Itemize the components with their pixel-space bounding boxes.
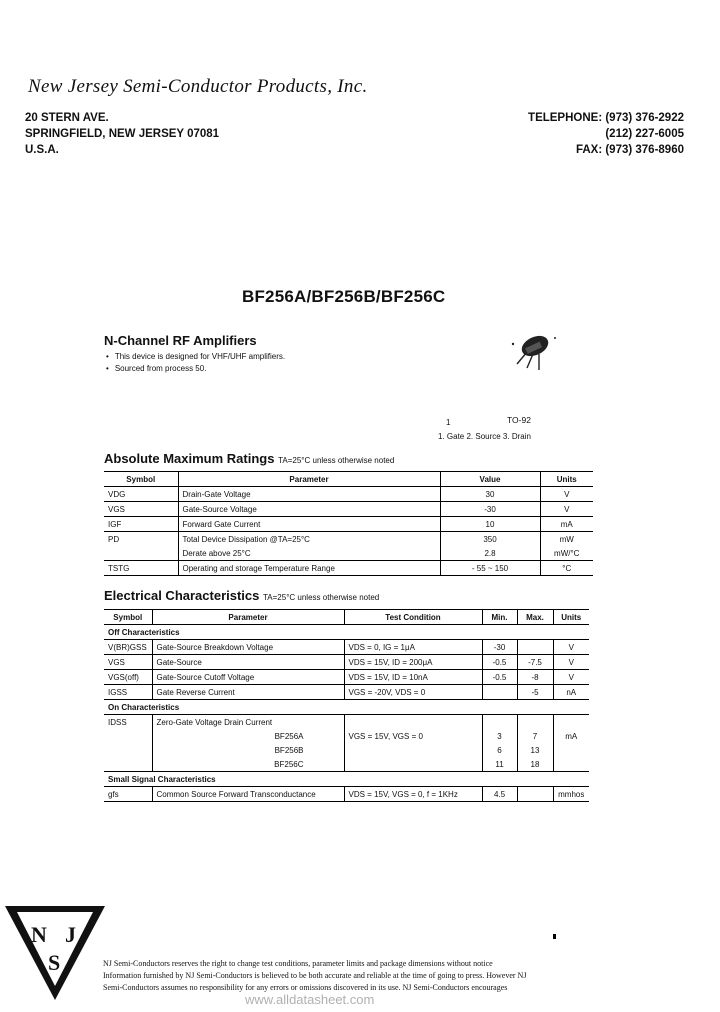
symbol-cell: VGS(off) xyxy=(104,670,152,685)
min-cell: 4.5 xyxy=(482,787,517,802)
logo-letter-j: J xyxy=(65,922,76,947)
condition-cell xyxy=(344,743,482,757)
table-row xyxy=(104,757,589,772)
symbol-cell: VGS xyxy=(104,655,152,670)
condition-cell: VGS = -20V, VDS = 0 xyxy=(344,685,482,700)
value-cell: -30 xyxy=(440,502,540,517)
units-cell: mmhos xyxy=(553,787,589,802)
column-header: Value xyxy=(440,472,540,487)
units-cell: V xyxy=(553,655,589,670)
column-header: Parameter xyxy=(178,472,440,487)
min-cell: 3 xyxy=(482,729,517,743)
max-cell: 7 xyxy=(517,729,553,743)
symbol-cell xyxy=(104,743,152,757)
min-cell: -30 xyxy=(482,640,517,655)
pin-one-marker: 1 xyxy=(446,418,451,427)
table-row xyxy=(104,561,593,576)
table-row xyxy=(104,670,589,685)
value-cell: 10 xyxy=(440,517,540,532)
nj-logo xyxy=(3,902,107,1002)
max-cell: 18 xyxy=(517,757,553,772)
condition-cell: VDS = 15V, ID = 10nA xyxy=(344,670,482,685)
parameter-cell: Common Source Forward Transconductance xyxy=(152,787,344,802)
max-cell: 13 xyxy=(517,743,553,757)
scan-mark xyxy=(553,934,556,939)
parameter-cell: Total Device Dissipation @TA=25°C xyxy=(178,532,440,547)
symbol-cell xyxy=(104,757,152,772)
variant-cell: BF256C xyxy=(152,757,344,772)
disclaimer-line: Information furnished by NJ Semi-Conductors is believed to be both accurate and reliable at the time of going to press. However NJ xyxy=(103,971,527,980)
feature-item: • This device is designed for VHF/UHF amplifiers. xyxy=(106,351,285,363)
condition-cell: VGS = 15V, VGS = 0 xyxy=(344,729,482,743)
symbol-cell: VGS xyxy=(104,502,178,517)
min-cell: -0.5 xyxy=(482,655,517,670)
units-cell: mA xyxy=(565,731,578,741)
table-row xyxy=(104,640,589,655)
telephone-line: TELEPHONE: (973) 376-2922 xyxy=(528,112,684,124)
condition-cell xyxy=(344,757,482,772)
telephone-line: (212) 227-6005 xyxy=(605,128,684,140)
column-header: Units xyxy=(540,472,593,487)
symbol-cell xyxy=(104,546,178,561)
table-row xyxy=(104,546,593,561)
parameter-cell: Drain-Gate Voltage xyxy=(178,487,440,502)
units-cell: mA xyxy=(540,517,593,532)
table-row xyxy=(104,502,593,517)
feature-list xyxy=(106,351,285,375)
value-cell: 2.8 xyxy=(440,546,540,561)
elec-condition: TA=25°C unless otherwise noted xyxy=(263,593,380,602)
units-cell: V xyxy=(564,489,570,499)
disclaimer xyxy=(103,958,703,994)
units-cell: nA xyxy=(553,685,589,700)
abs-max-condition: TA=25°C unless otherwise noted xyxy=(278,456,395,465)
parameter-cell: Operating and storage Temperature Range xyxy=(178,561,440,576)
pin-assignment: 1. Gate 2. Source 3. Drain xyxy=(438,432,531,441)
address-line: SPRINGFIELD, NEW JERSEY 07081 xyxy=(25,128,220,140)
on-characteristics-title: On Characteristics xyxy=(104,700,589,715)
table-row xyxy=(104,655,589,670)
table-row xyxy=(104,743,589,757)
max-cell xyxy=(517,787,553,802)
fax-line: FAX: (973) 376-8960 xyxy=(575,144,684,156)
column-header: Units xyxy=(553,610,589,625)
disclaimer-line: Semi-Conductors assumes no responsibility for any errors or omissions discovered in its use. NJ Semi-Conductors encourages xyxy=(103,983,508,992)
column-header: Min. xyxy=(482,610,517,625)
table-row xyxy=(104,787,589,802)
column-header: Parameter xyxy=(152,610,344,625)
units-cell xyxy=(553,715,589,730)
abs-max-heading xyxy=(104,451,394,466)
logo-letter-n: N xyxy=(31,922,47,947)
abs-max-table xyxy=(104,471,593,576)
address-line: U.S.A. xyxy=(25,144,59,156)
table-row xyxy=(104,685,589,700)
address-line: 20 STERN AVE. xyxy=(25,112,109,124)
min-cell: 6 xyxy=(482,743,517,757)
column-header: Symbol xyxy=(104,610,152,625)
parameter-cell: Gate-Source Voltage xyxy=(178,502,440,517)
max-cell xyxy=(517,715,553,730)
units-cell: °C xyxy=(540,561,593,576)
value-cell: 350 xyxy=(440,532,540,547)
table-row xyxy=(104,715,589,730)
units-cell: V xyxy=(540,502,593,517)
units-cell: mW xyxy=(540,532,593,547)
units-cell xyxy=(553,743,589,757)
parameter-cell: Gate-Source xyxy=(152,655,344,670)
abs-max-title: Absolute Maximum Ratings xyxy=(104,451,275,466)
units-cell xyxy=(553,757,589,772)
max-cell: -8 xyxy=(517,670,553,685)
condition-cell: VDS = 15V, ID = 200μA xyxy=(344,655,482,670)
parameter-cell: Gate-Source Breakdown Voltage xyxy=(152,640,344,655)
company-name: New Jersey Semi-Conductor Products, Inc. xyxy=(28,76,368,97)
min-cell: -0.5 xyxy=(482,670,517,685)
column-header: Test Condition xyxy=(344,610,482,625)
min-cell xyxy=(482,685,517,700)
units-cell: V xyxy=(553,640,589,655)
parameter-cell: Gate Reverse Current xyxy=(152,685,344,700)
max-cell: -7.5 xyxy=(517,655,553,670)
column-header: Symbol xyxy=(104,472,178,487)
min-cell: 11 xyxy=(482,757,517,772)
table-row xyxy=(104,487,593,502)
disclaimer-line: NJ Semi-Conductors reserves the right to change test conditions, parameter limits and package dimensions without notice xyxy=(103,959,493,968)
column-header: Max. xyxy=(517,610,553,625)
to92-package-icon xyxy=(505,330,565,372)
symbol-cell: V(BR)GSS xyxy=(104,640,152,655)
symbol-cell: IDSS xyxy=(104,715,152,730)
logo-letter-s: S xyxy=(48,950,61,975)
description-title: N-Channel RF Amplifiers xyxy=(104,333,257,348)
units-cell: mW/°C xyxy=(554,548,580,558)
max-cell xyxy=(517,640,553,655)
elec-title: Electrical Characteristics xyxy=(104,588,260,603)
symbol-cell: gfs xyxy=(104,787,152,802)
elec-heading xyxy=(104,588,379,603)
value-cell: - 55 ~ 150 xyxy=(440,561,540,576)
table-row xyxy=(104,532,593,547)
parameter-cell: Derate above 25°C xyxy=(178,546,440,561)
parameter-cell: Gate-Source Cutoff Voltage xyxy=(152,670,344,685)
symbol-cell xyxy=(104,729,152,743)
company-address xyxy=(25,110,219,158)
symbol-cell: IGSS xyxy=(104,685,152,700)
symbol-cell: PD xyxy=(104,532,178,547)
feature-item: • Sourced from process 50. xyxy=(106,363,285,375)
small-signal-title: Small Signal Characteristics xyxy=(104,772,589,787)
off-characteristics-title: Off Characteristics xyxy=(104,625,589,640)
symbol-cell: IGF xyxy=(104,517,178,532)
parameter-cell: Forward Gate Current xyxy=(178,517,440,532)
package-name: TO-92 xyxy=(507,415,531,425)
table-row xyxy=(104,517,593,532)
symbol-cell: VDG xyxy=(104,487,178,502)
table-row xyxy=(104,729,589,743)
company-contact xyxy=(528,110,684,158)
parameter-cell: Zero-Gate Voltage Drain Current xyxy=(152,715,344,730)
max-cell: -5 xyxy=(517,685,553,700)
watermark: www.alldatasheet.com xyxy=(245,992,375,1007)
min-cell xyxy=(482,715,517,730)
value-cell: 30 xyxy=(440,487,540,502)
variant-cell: BF256A xyxy=(152,729,344,743)
elec-table xyxy=(104,609,589,802)
condition-cell: VDS = 0, IG = 1μA xyxy=(344,640,482,655)
condition-cell xyxy=(344,715,482,730)
condition-cell: VDS = 15V, VGS = 0, f = 1KHz xyxy=(344,787,482,802)
units-cell: V xyxy=(553,670,589,685)
variant-cell: BF256B xyxy=(152,743,344,757)
symbol-cell: TSTG xyxy=(104,561,178,576)
part-number-title: BF256A/BF256B/BF256C xyxy=(242,287,446,306)
